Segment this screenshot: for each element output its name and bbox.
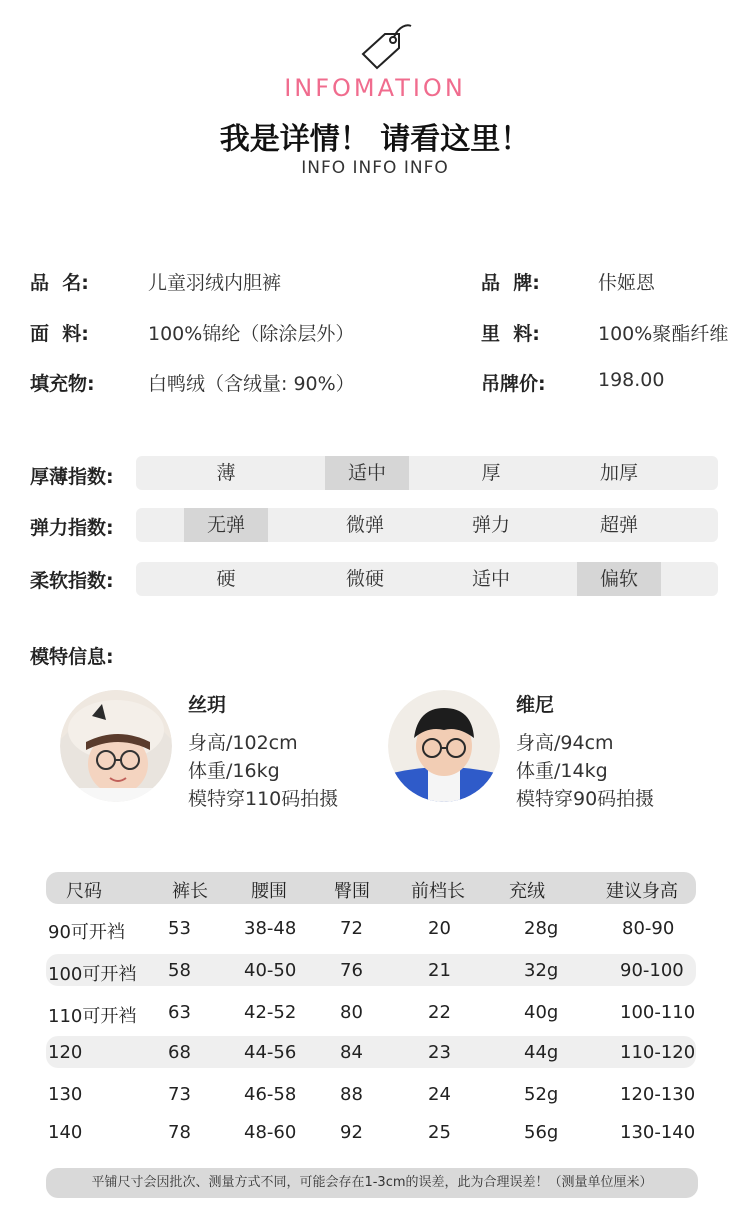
fabric-value: 100%锦纶（除涂层外） (148, 323, 355, 345)
row3-front-rise: 22 (428, 1002, 451, 1023)
row3-hip: 80 (340, 1002, 363, 1023)
row5-waist: 46-58 (244, 1084, 297, 1105)
model-right-wear: 模特穿90码拍摄 (516, 788, 655, 810)
size-row-band-2 (46, 954, 696, 986)
model-left-height: 身高/102cm (188, 732, 298, 754)
row6-front-rise: 25 (428, 1122, 451, 1143)
row6-hip: 92 (340, 1122, 363, 1143)
softness-index-label: 柔软指数: (30, 570, 114, 592)
row6-down-fill: 56g (524, 1122, 559, 1143)
row1-size: 90可开裆 (48, 922, 125, 943)
brand-value: 佧姬恩 (598, 272, 656, 294)
row1-length: 53 (168, 918, 191, 939)
row2-down-fill: 32g (524, 960, 559, 981)
row2-hip: 76 (340, 960, 363, 981)
row2-front-rise: 21 (428, 960, 451, 981)
softness-option-2: 微硬 (345, 568, 384, 590)
row6-waist: 48-60 (244, 1122, 297, 1143)
elasticity-option-2: 微弹 (345, 514, 384, 536)
model-right-weight: 体重/14kg (516, 760, 608, 782)
model-left-name: 丝玥 (188, 694, 227, 716)
row1-waist: 38-48 (244, 918, 297, 939)
row3-length: 63 (168, 1002, 191, 1023)
row1-front-rise: 20 (428, 918, 451, 939)
softness-index-bar (136, 562, 718, 596)
row5-height: 120-130 (620, 1084, 696, 1105)
row3-height: 100-110 (620, 1002, 696, 1023)
row6-length: 78 (168, 1122, 191, 1143)
lining-value: 100%聚酯纤维 (598, 323, 729, 345)
model-left-weight: 体重/16kg (188, 760, 280, 782)
col-header-length: 裤长 (172, 881, 208, 902)
col-header-size: 尺码 (66, 881, 102, 902)
softness-option-1: 硬 (216, 568, 236, 590)
model-right-name: 维尼 (516, 694, 555, 716)
softness-option-4-selected: 偏软 (577, 562, 661, 596)
row5-front-rise: 24 (428, 1084, 451, 1105)
col-header-hip: 臀围 (334, 881, 370, 902)
row5-hip: 88 (340, 1084, 363, 1105)
page-title: 我是详情！ 请看这里！ (219, 122, 531, 157)
price-label: 吊牌价: (481, 373, 546, 395)
col-header-down-fill: 充绒 (509, 881, 545, 902)
thickness-index-bar (136, 456, 718, 490)
row4-front-rise: 23 (428, 1042, 451, 1063)
row3-down-fill: 40g (524, 1002, 559, 1023)
size-table-header (46, 872, 696, 904)
row3-size: 110可开裆 (48, 1006, 137, 1027)
name-label: 品 名: (30, 272, 89, 294)
row2-size: 100可开裆 (48, 964, 137, 985)
row1-hip: 72 (340, 918, 363, 939)
model-right-height: 身高/94cm (516, 732, 614, 754)
row4-waist: 44-56 (244, 1042, 297, 1063)
price-tag-icon (359, 22, 415, 70)
elasticity-index-bar (136, 508, 718, 542)
col-header-waist: 腰围 (251, 881, 287, 902)
lining-label: 里 料: (481, 323, 540, 345)
thickness-option-4: 加厚 (599, 462, 638, 484)
row2-height: 90-100 (620, 960, 684, 981)
elasticity-option-1-selected: 无弹 (184, 508, 268, 542)
col-header-front-rise: 前档长 (411, 881, 465, 902)
elasticity-option-4: 超弹 (599, 514, 638, 536)
brand-label: 品 牌: (481, 272, 540, 294)
row4-hip: 84 (340, 1042, 363, 1063)
model-left-wear: 模特穿110码拍摄 (188, 788, 339, 810)
softness-option-3: 适中 (471, 568, 510, 590)
size-row-band-4 (46, 1036, 696, 1068)
measurement-note: 平铺尺寸会因批次、测量方式不同，可能会存在1-3cm的误差，此为合理误差！（测量单位厘米） (46, 1168, 698, 1198)
row5-size: 130 (48, 1084, 83, 1105)
fabric-label: 面 料: (30, 323, 89, 345)
row4-down-fill: 44g (524, 1042, 559, 1063)
section-subtitle: INFOMATION (284, 74, 466, 102)
name-value: 儿童羽绒内胆裤 (148, 272, 282, 294)
model-info-label: 模特信息: (30, 646, 114, 668)
elasticity-index-label: 弹力指数: (30, 517, 114, 539)
row3-waist: 42-52 (244, 1002, 297, 1023)
thickness-option-3: 厚 (481, 462, 501, 484)
row5-down-fill: 52g (524, 1084, 559, 1105)
row6-size: 140 (48, 1122, 83, 1143)
row2-waist: 40-50 (244, 960, 297, 981)
row4-height: 110-120 (620, 1042, 696, 1063)
row5-length: 73 (168, 1084, 191, 1105)
thickness-option-2-selected: 适中 (325, 456, 409, 490)
girl-avatar (60, 690, 172, 802)
elasticity-option-3: 弹力 (471, 514, 510, 536)
row6-height: 130-140 (620, 1122, 696, 1143)
row4-size: 120 (48, 1042, 83, 1063)
boy-avatar (388, 690, 500, 802)
col-header-height: 建议身高 (606, 881, 678, 902)
filling-label: 填充物: (30, 373, 95, 395)
filling-value: 白鸭绒（含绒量: 90%） (148, 373, 355, 395)
page-tagline: INFO INFO INFO (301, 158, 449, 178)
row4-length: 68 (168, 1042, 191, 1063)
row1-height: 80-90 (622, 918, 675, 939)
thickness-index-label: 厚薄指数: (30, 466, 114, 488)
row2-length: 58 (168, 960, 191, 981)
row1-down-fill: 28g (524, 918, 559, 939)
thickness-option-1: 薄 (216, 462, 236, 484)
price-value: 198.00 (598, 369, 665, 391)
